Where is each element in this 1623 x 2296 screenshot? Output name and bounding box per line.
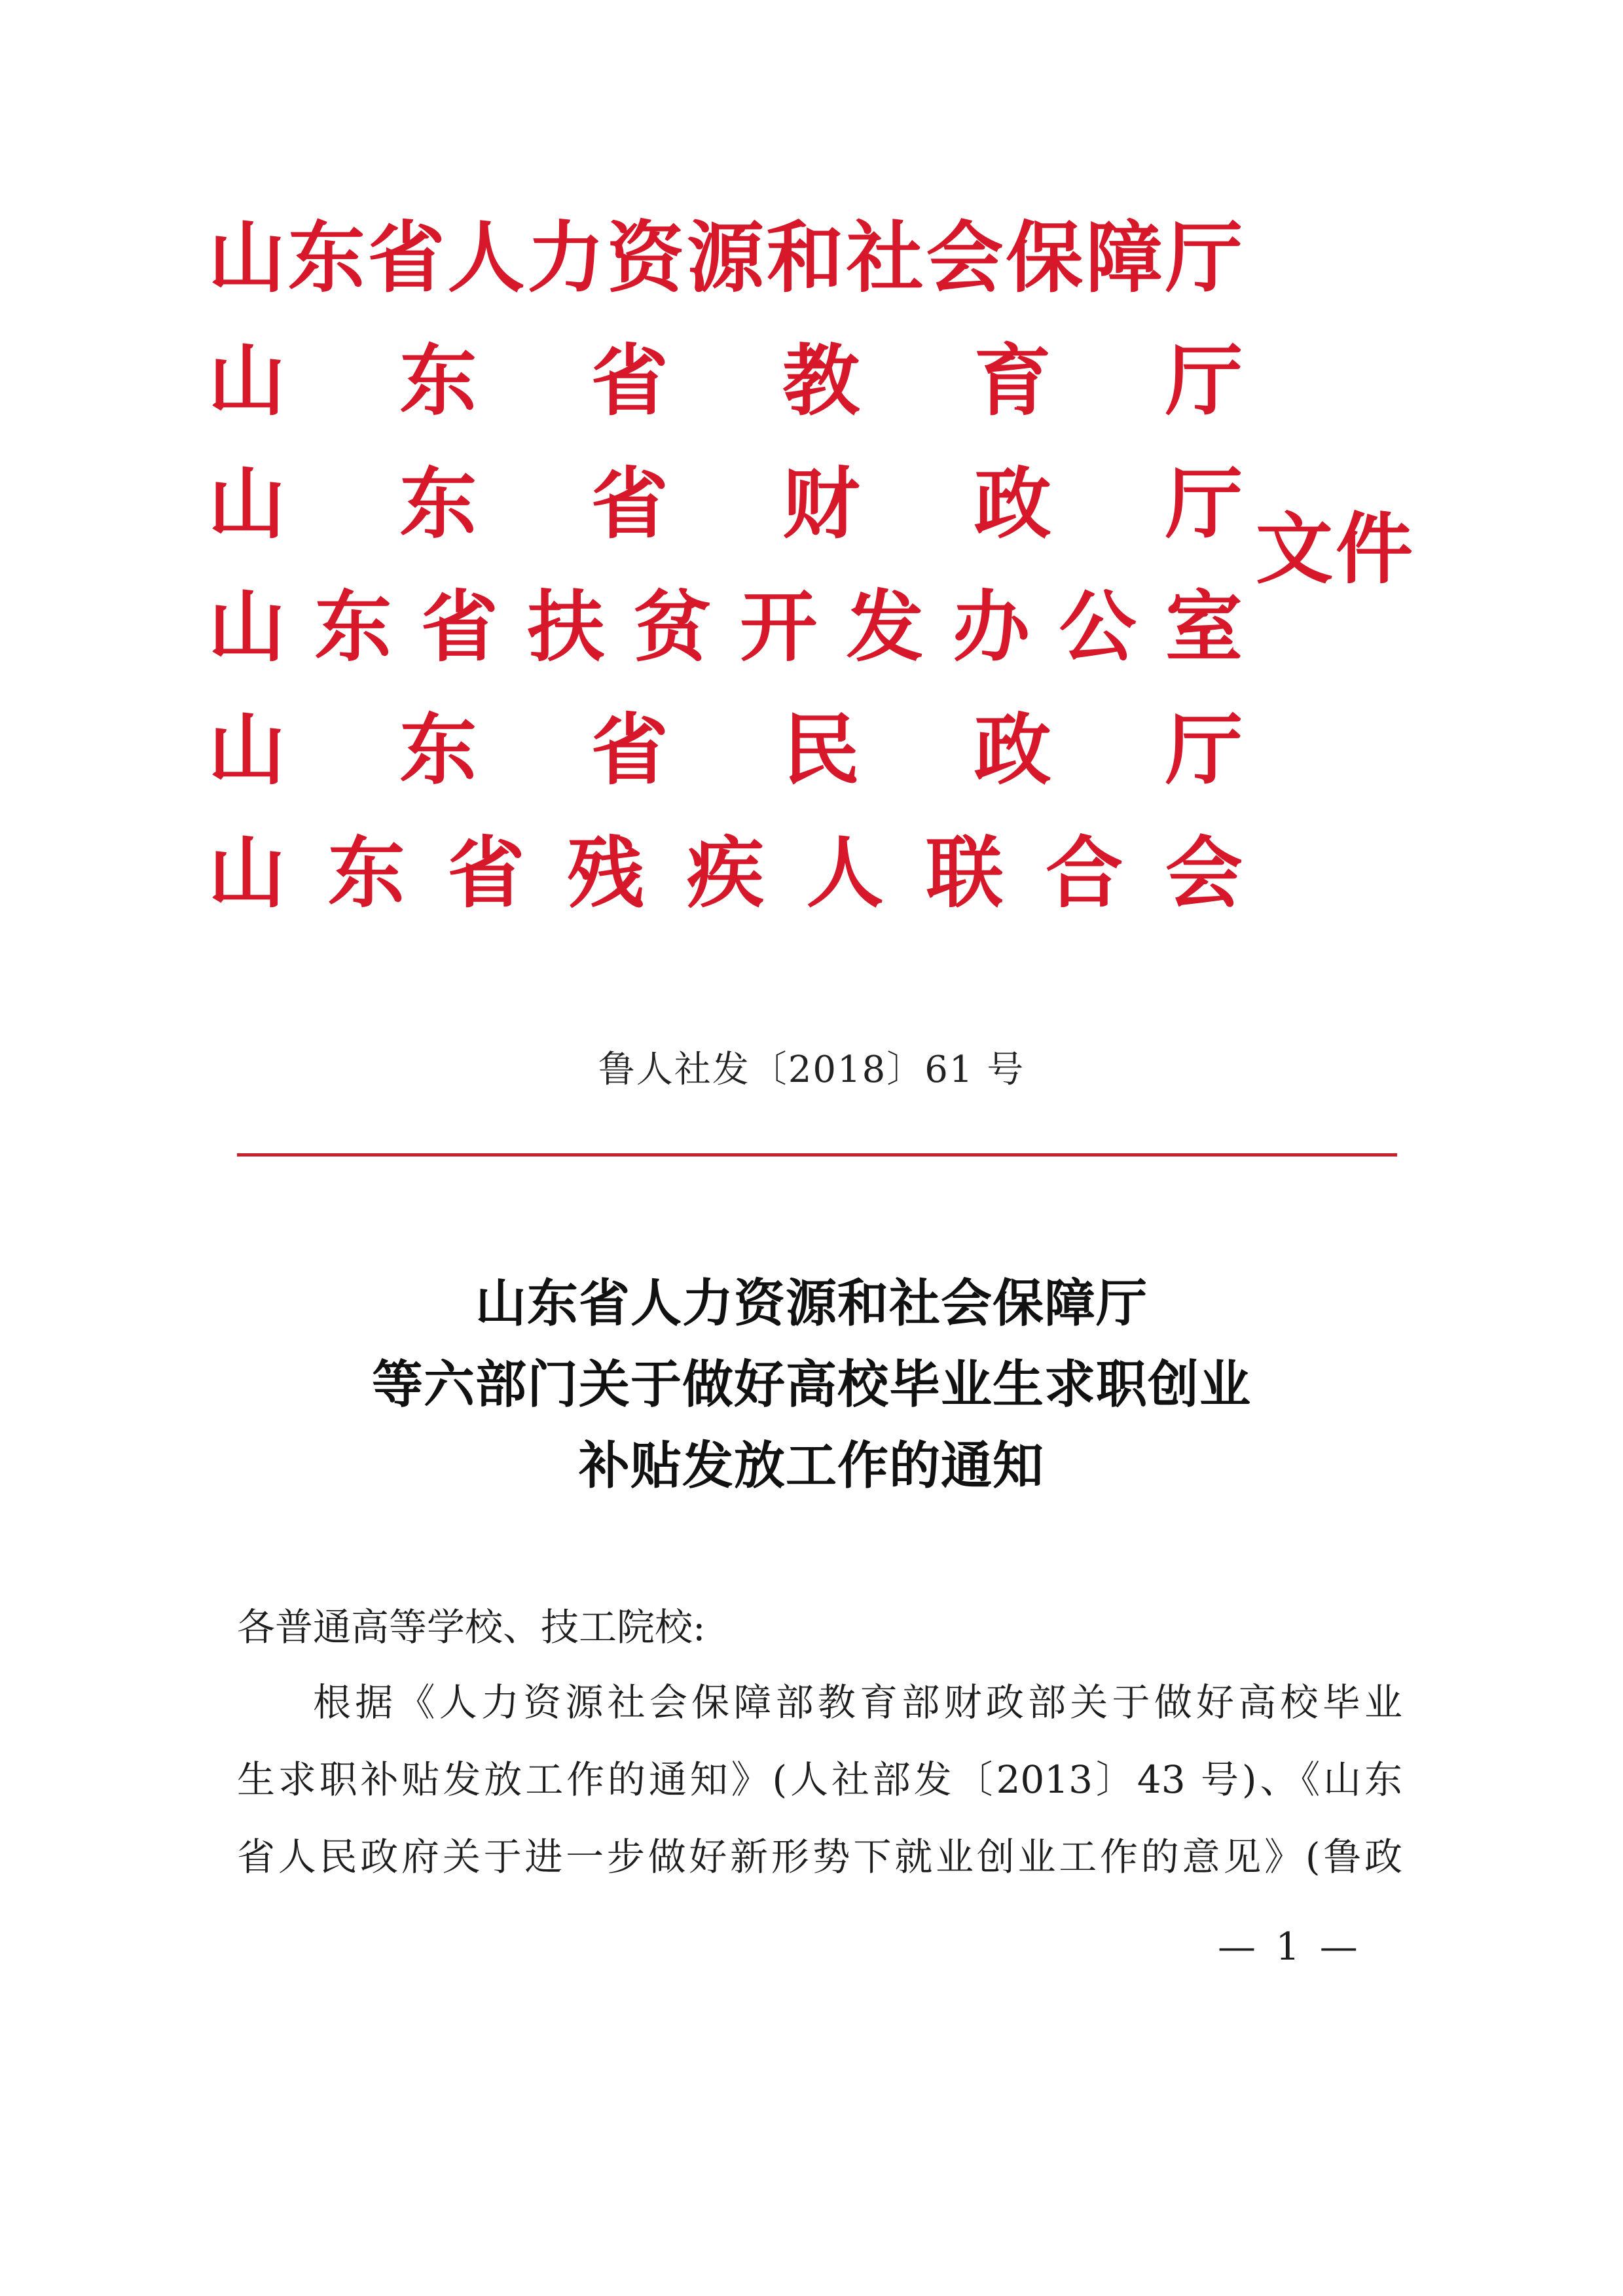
masthead-char: 政	[974, 705, 1051, 795]
masthead-char: 省	[591, 336, 668, 426]
body-line: 省人民政府关于进一步做好新形势下就业创业工作的意见》(鲁政	[237, 1835, 1402, 1879]
masthead-char: 室	[1165, 582, 1243, 672]
masthead-char: 会	[1165, 828, 1243, 918]
masthead-char: 贫	[633, 582, 711, 672]
masthead-char: 政	[974, 459, 1051, 549]
masthead-char: 办	[953, 582, 1030, 672]
masthead-char: 合	[1046, 828, 1123, 918]
masthead-char: 东	[287, 213, 365, 303]
title-line: 山东省人力资源和社会保障厅	[475, 1274, 1148, 1333]
masthead-char: 开	[740, 582, 818, 672]
masthead-org-line	[208, 565, 1243, 689]
masthead-char: 社	[846, 213, 924, 303]
masthead-suffix: 文件	[1256, 504, 1416, 594]
masthead-char: 育	[974, 336, 1051, 426]
title-line: 等六部门关于做好高校毕业生求职创业	[371, 1355, 1251, 1414]
masthead-char: 东	[399, 705, 477, 795]
document-body	[237, 1590, 1402, 1895]
masthead-char: 障	[1085, 213, 1163, 303]
masthead-char: 教	[782, 336, 860, 426]
masthead-char: 省	[447, 828, 525, 918]
masthead-char: 资	[607, 213, 685, 303]
title-line: 补贴发放工作的通知	[578, 1436, 1044, 1496]
masthead-char: 力	[527, 213, 605, 303]
masthead-org-line	[208, 812, 1243, 935]
masthead-char: 发	[846, 582, 924, 672]
masthead-char: 人	[806, 828, 884, 918]
masthead-char: 东	[399, 459, 477, 549]
masthead-char: 山	[208, 582, 286, 672]
masthead-org-line	[208, 442, 1243, 565]
masthead-char: 人	[447, 213, 525, 303]
masthead-char: 东	[314, 582, 392, 672]
body-line: 生求职补贴发放工作的通知》(人社部发〔2013〕43 号)、《山东	[237, 1757, 1402, 1802]
document-number: 鲁人社发〔2018〕61 号	[598, 1049, 1025, 1091]
masthead-org-line	[208, 689, 1243, 812]
body-line: 根据《人力资源社会保障部教育部财政部关于做好高校毕业	[313, 1680, 1402, 1725]
masthead-char: 山	[208, 828, 286, 918]
masthead-char: 财	[782, 459, 860, 549]
masthead-char: 省	[367, 213, 445, 303]
masthead-char: 公	[1059, 582, 1137, 672]
masthead-char: 省	[591, 459, 668, 549]
masthead-char: 保	[1006, 213, 1084, 303]
masthead-char: 会	[926, 213, 1004, 303]
issuing-authorities-masthead	[208, 196, 1243, 935]
masthead-char: 省	[591, 705, 668, 795]
masthead-char: 东	[399, 336, 477, 426]
masthead-char: 厅	[1165, 705, 1243, 795]
masthead-char: 山	[208, 213, 286, 303]
masthead-char: 东	[327, 828, 405, 918]
masthead-char: 厅	[1165, 459, 1243, 549]
document-title	[0, 1263, 1623, 1507]
masthead-char: 厅	[1165, 213, 1243, 303]
red-separator-line	[237, 1153, 1397, 1157]
masthead-char: 源	[686, 213, 764, 303]
masthead-char: 和	[766, 213, 844, 303]
masthead-char: 山	[208, 705, 286, 795]
masthead-char: 残	[567, 828, 645, 918]
masthead-char: 省	[420, 582, 498, 672]
salutation: 各普通高等学校、技工院校:	[237, 1605, 706, 1649]
masthead-char: 厅	[1165, 336, 1243, 426]
masthead-char: 疾	[686, 828, 764, 918]
masthead-char: 民	[782, 705, 860, 795]
masthead-char: 山	[208, 459, 286, 549]
masthead-org-line	[208, 319, 1243, 442]
page-number: — 1 —	[1218, 1924, 1362, 1969]
masthead-char: 联	[926, 828, 1004, 918]
masthead-char: 扶	[527, 582, 605, 672]
masthead-char: 山	[208, 336, 286, 426]
masthead-org-line	[208, 196, 1243, 319]
